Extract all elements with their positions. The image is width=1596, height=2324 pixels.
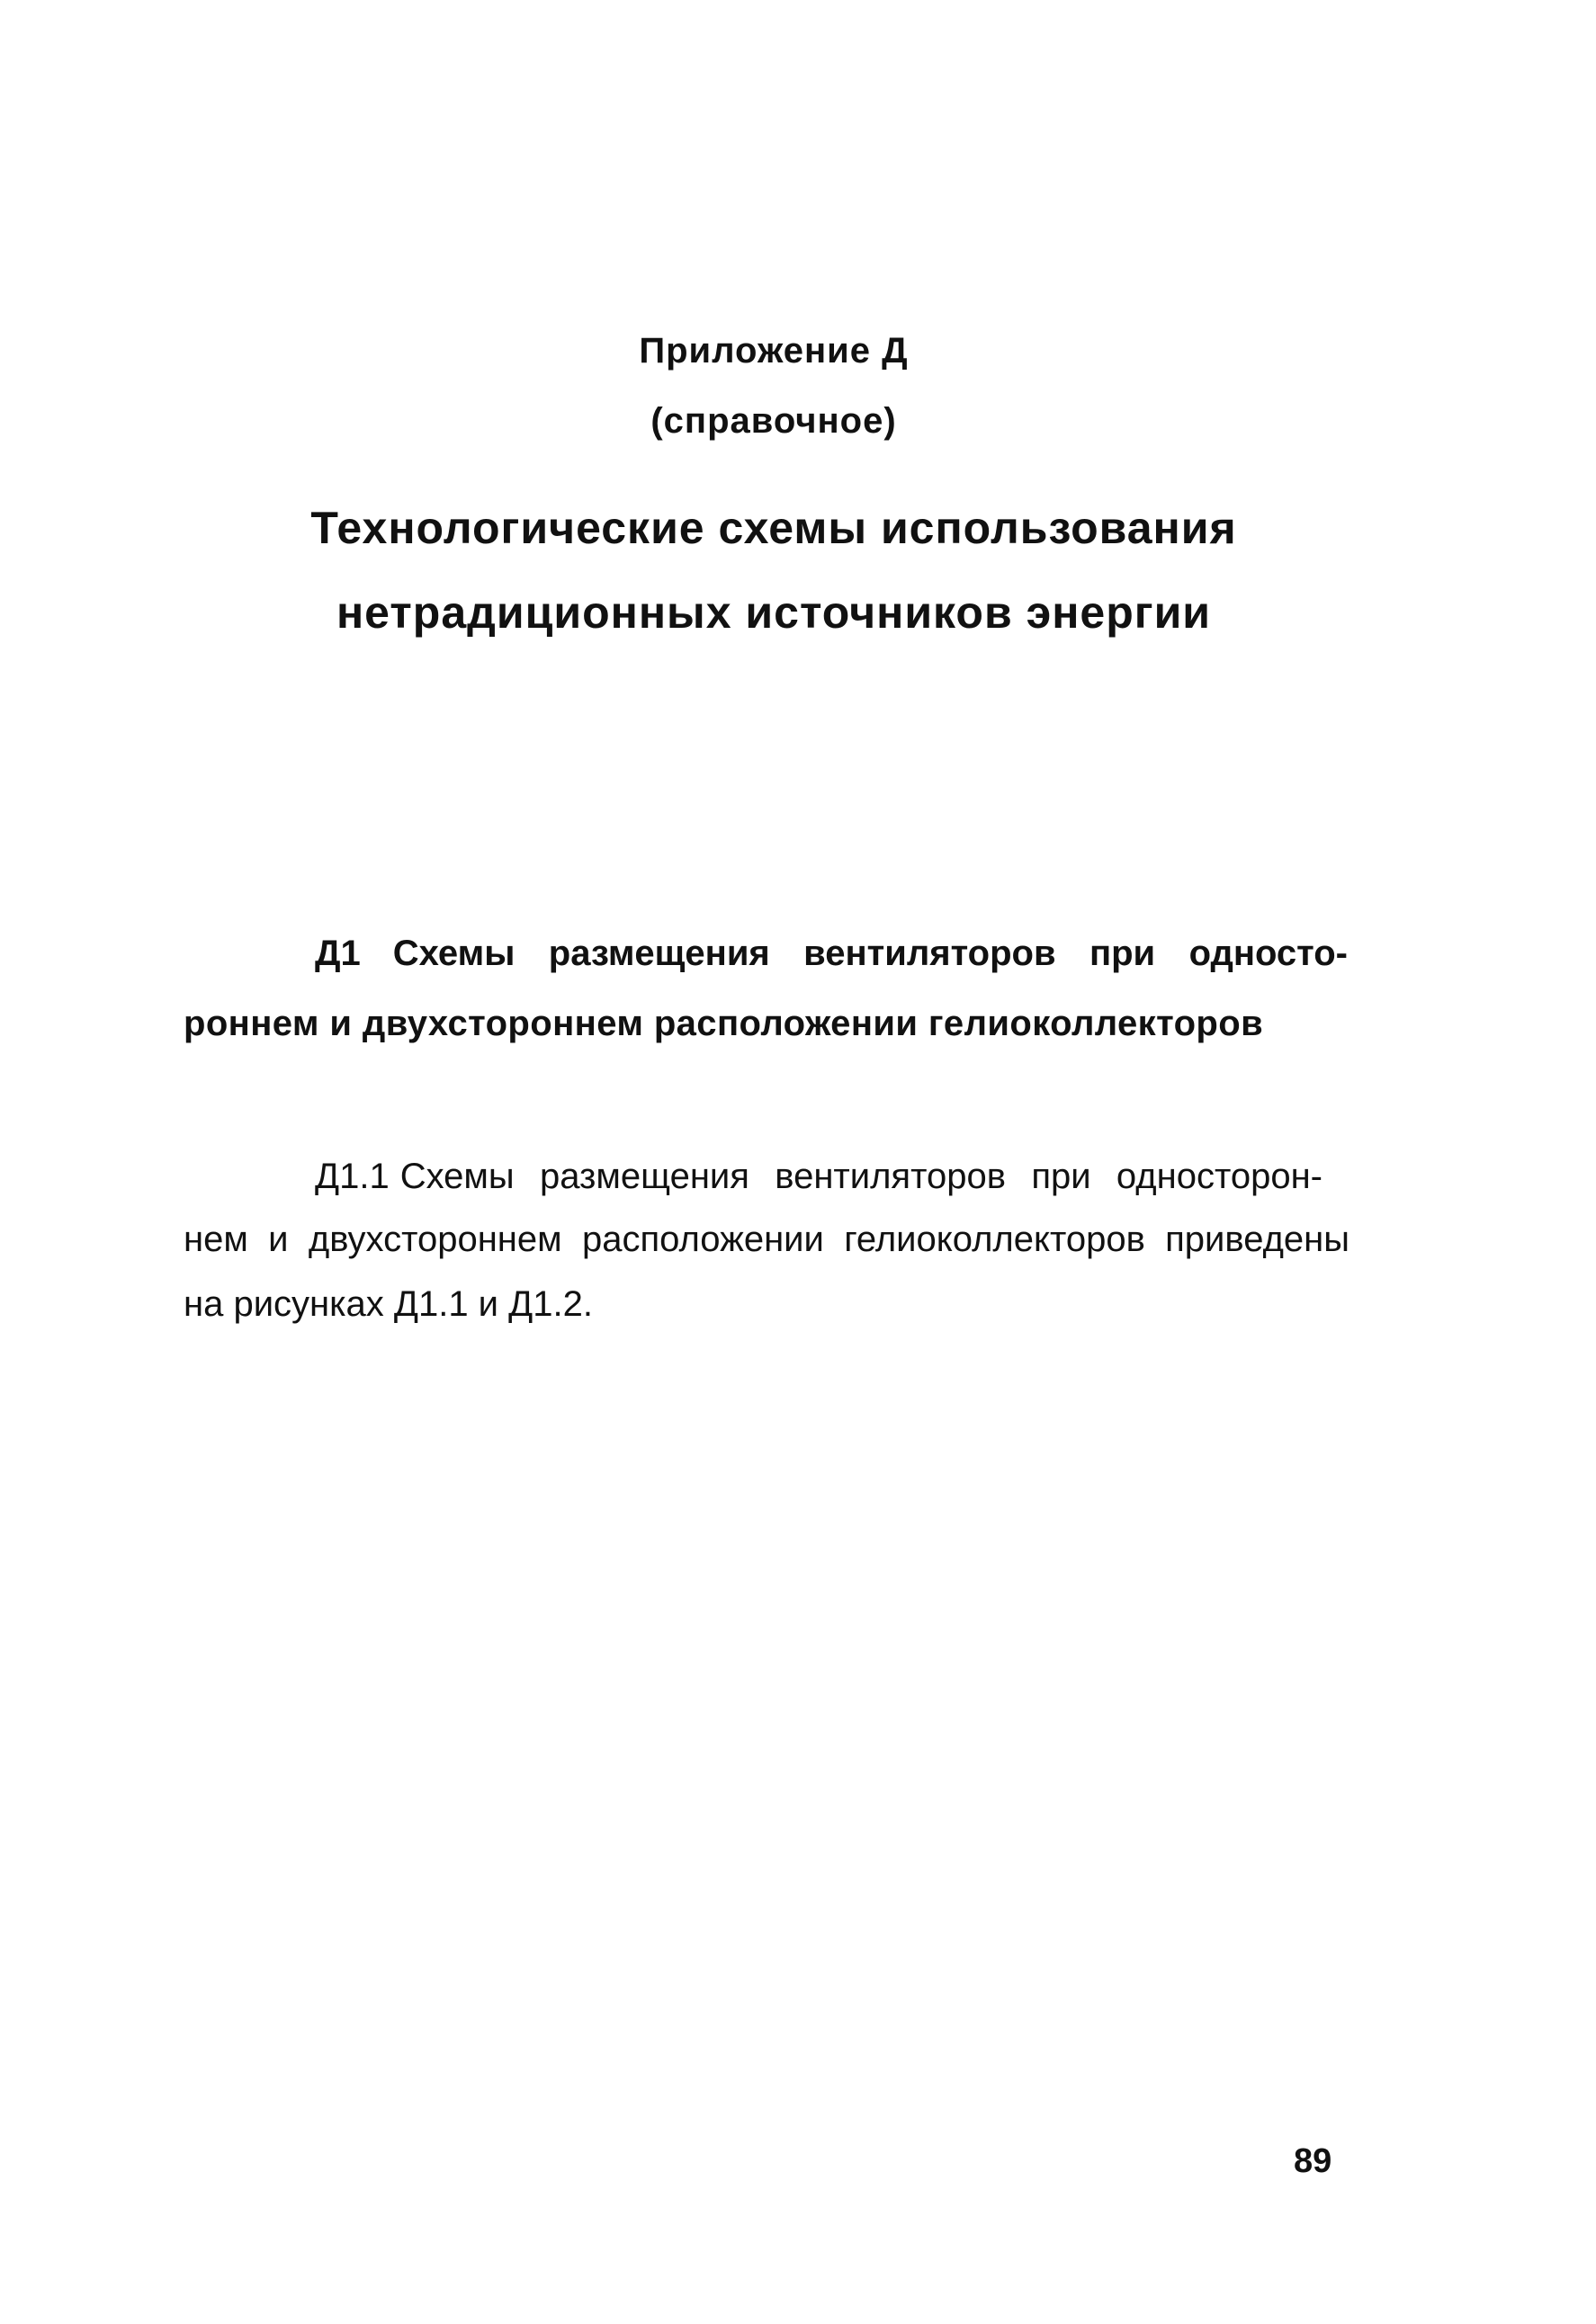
- paragraph-line-1: [315, 1157, 1323, 1197]
- paragraph-line-3: на рисунках Д1.1 и Д1.2.: [184, 1284, 593, 1324]
- appendix-label: Приложение Д: [639, 331, 909, 371]
- page-number: 89: [1294, 2142, 1332, 2180]
- appendix-type: (справочное): [650, 401, 897, 441]
- section-heading-text-1: Схемы размещения вентиляторов при односто-: [392, 934, 1348, 973]
- document-title-line-2: нетрадиционных источников энергии: [336, 587, 1212, 638]
- section-heading-line-2: роннем и двухстороннем расположении гелиоколлекторов: [184, 1004, 1264, 1043]
- section-heading-line-1: [315, 934, 1348, 974]
- paragraph-line-2: нем и двухстороннем расположении гелиоколлекторов приведены: [184, 1220, 1349, 1259]
- document-title-line-1: Технологические схемы использования: [310, 503, 1237, 553]
- section-number: Д1: [315, 934, 361, 973]
- paragraph-number: Д1.1: [315, 1157, 390, 1196]
- paragraph-text-1: Схемы размещения вентиляторов при односторон-: [399, 1157, 1323, 1196]
